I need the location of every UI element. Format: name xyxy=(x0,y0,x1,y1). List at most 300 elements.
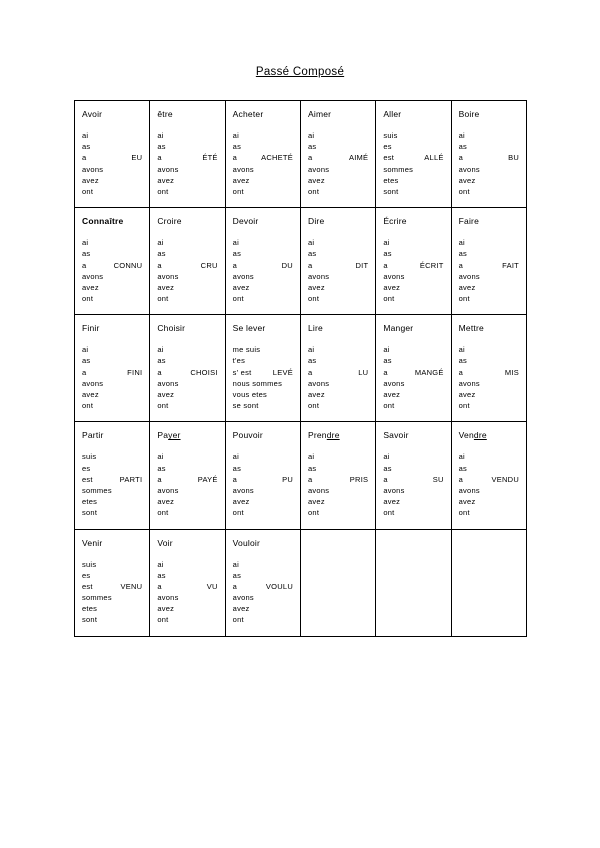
conjugation-row xyxy=(308,400,368,411)
auxiliary-form: ont xyxy=(458,186,470,196)
verb-infinitive: Pouvoir xyxy=(232,430,263,441)
conjugation-row xyxy=(308,389,368,400)
past-participle: ÉTÉ xyxy=(202,153,218,163)
verb-cell xyxy=(225,529,300,636)
conjugation-row xyxy=(459,344,519,355)
conjugation-row xyxy=(308,282,368,293)
auxiliary-form: as xyxy=(383,249,392,259)
conjugation-row xyxy=(157,152,217,163)
conjugation-list xyxy=(233,344,293,411)
verb-cell xyxy=(300,315,375,422)
conjugation-row xyxy=(308,260,368,271)
table-row xyxy=(75,101,527,208)
verb-cell xyxy=(75,208,150,315)
auxiliary-form: avez xyxy=(307,282,325,292)
verb-cell xyxy=(150,529,225,636)
conjugation-row xyxy=(383,282,443,293)
conjugation-row xyxy=(82,237,142,248)
conjugation-row xyxy=(233,603,293,614)
conjugation-row xyxy=(308,130,368,141)
auxiliary-form: est xyxy=(82,581,93,591)
conjugation-row xyxy=(383,507,443,518)
verb-infinitive: Acheter xyxy=(232,109,264,119)
conjugation-row xyxy=(157,496,217,507)
auxiliary-form: ont xyxy=(232,615,244,625)
verb-infinitive: Finir xyxy=(82,323,100,334)
auxiliary-form: as xyxy=(157,570,166,580)
conjugation-row xyxy=(82,186,142,197)
conjugation-row xyxy=(82,507,142,518)
auxiliary-form: me suis xyxy=(232,345,261,355)
verb-cell xyxy=(150,422,225,529)
conjugation-row xyxy=(459,463,519,474)
auxiliary-form: ai xyxy=(82,131,89,140)
conjugation-row xyxy=(308,355,368,366)
auxiliary-form: a xyxy=(307,260,313,270)
conjugation-row xyxy=(157,592,217,603)
auxiliary-form: avez xyxy=(82,175,99,185)
conjugation-row xyxy=(157,570,217,581)
conjugation-row xyxy=(383,400,443,411)
conjugation-row xyxy=(157,367,217,378)
past-participle: DIT xyxy=(355,260,369,270)
verb-cell xyxy=(225,315,300,422)
auxiliary-form: ont xyxy=(307,508,320,518)
auxiliary-form: avons xyxy=(82,271,104,281)
auxiliary-form: vous etes xyxy=(232,390,268,399)
auxiliary-form: ai xyxy=(157,131,164,140)
auxiliary-form: ont xyxy=(157,615,169,625)
past-participle: MIS xyxy=(504,367,519,377)
conjugation-row xyxy=(157,474,217,485)
verb-infinitive: Dire xyxy=(307,216,325,227)
conjugation-row xyxy=(233,474,293,485)
conjugation-row xyxy=(157,603,217,614)
auxiliary-form: as xyxy=(232,142,242,152)
auxiliary-form: avez xyxy=(232,282,250,292)
auxiliary-form: suis xyxy=(82,452,97,462)
auxiliary-form: ont xyxy=(82,401,94,411)
verb-infinitive: Payer xyxy=(157,430,181,441)
conjugation-row xyxy=(82,581,142,592)
conjugation-row xyxy=(459,186,519,197)
auxiliary-form: sommes xyxy=(383,164,414,174)
conjugation-row xyxy=(157,164,217,175)
auxiliary-form: ai xyxy=(232,131,239,140)
conjugation-list xyxy=(82,559,142,626)
conjugation-row xyxy=(233,507,293,518)
auxiliary-form: suis xyxy=(383,131,398,140)
conjugation-row xyxy=(157,293,217,304)
conjugation-row xyxy=(383,175,443,186)
auxiliary-form: sommes xyxy=(82,593,112,603)
verb-cell xyxy=(225,422,300,529)
auxiliary-form: etes xyxy=(383,175,399,185)
conjugation-row xyxy=(233,271,293,282)
auxiliary-form: ont xyxy=(383,508,395,518)
past-participle: DU xyxy=(281,260,293,270)
auxiliary-form: ai xyxy=(458,452,465,462)
conjugation-list xyxy=(308,344,368,411)
verb-infinitive: Se lever xyxy=(232,323,266,334)
verb-cell xyxy=(376,101,451,208)
conjugation-row xyxy=(459,378,519,389)
page-title: Passé Composé xyxy=(255,66,345,78)
auxiliary-form: ont xyxy=(383,401,395,411)
conjugation-list xyxy=(82,451,142,518)
conjugation-row xyxy=(459,282,519,293)
conjugation-list xyxy=(233,237,293,304)
verb-infinitive: Partir xyxy=(82,430,104,441)
conjugation-row xyxy=(233,186,293,197)
past-participle: ALLÉ xyxy=(424,153,444,163)
conjugation-row xyxy=(157,186,217,197)
verb-cell xyxy=(150,101,225,208)
conjugation-list xyxy=(82,237,142,304)
conjugation-row xyxy=(157,237,217,248)
conjugation-row xyxy=(308,293,368,304)
conjugation-list xyxy=(157,451,217,518)
conjugation-row xyxy=(233,367,293,378)
verb-cell xyxy=(75,529,150,636)
auxiliary-form: ai xyxy=(157,559,164,569)
auxiliary-form: avons xyxy=(157,271,179,281)
past-participle: AIMÉ xyxy=(348,153,369,163)
conjugation-row xyxy=(383,463,443,474)
verb-cell xyxy=(225,101,300,208)
auxiliary-form: a xyxy=(383,474,388,484)
conjugation-row xyxy=(459,164,519,175)
conjugation-list xyxy=(308,237,368,304)
past-participle: BU xyxy=(508,153,519,163)
auxiliary-form: avons xyxy=(458,271,480,281)
conjugation-row xyxy=(157,400,217,411)
auxiliary-form: as xyxy=(458,142,468,152)
verb-cell xyxy=(150,315,225,422)
auxiliary-form: avons xyxy=(458,485,480,495)
conjugation-row xyxy=(233,389,293,400)
past-participle: ACHETÉ xyxy=(261,153,293,163)
auxiliary-form: a xyxy=(232,474,238,484)
conjugation-row xyxy=(82,463,142,474)
empty-cell xyxy=(451,529,526,636)
conjugation-row xyxy=(82,389,142,400)
verb-infinitive: Connaître xyxy=(82,216,124,227)
verb-cell xyxy=(451,422,526,529)
conjugation-row xyxy=(157,141,217,152)
auxiliary-form: ont xyxy=(82,186,94,196)
past-participle: PRIS xyxy=(349,474,369,484)
auxiliary-form: ont xyxy=(232,294,244,304)
auxiliary-form: es xyxy=(82,463,91,473)
past-participle: CHOISI xyxy=(190,367,218,377)
auxiliary-form: ont xyxy=(157,401,169,411)
auxiliary-form: avez xyxy=(82,390,99,399)
conjugation-table xyxy=(74,100,527,637)
auxiliary-form: ai xyxy=(307,345,315,355)
auxiliary-form: as xyxy=(232,570,242,580)
auxiliary-form: as xyxy=(157,142,166,152)
auxiliary-form: a xyxy=(82,367,87,377)
auxiliary-form: ont xyxy=(157,294,169,304)
conjugation-list xyxy=(233,130,293,197)
auxiliary-form: ai xyxy=(383,238,390,248)
auxiliary-form: avons xyxy=(383,378,405,388)
verb-infinitive: Écrire xyxy=(383,216,407,227)
verb-infinitive: Manger xyxy=(383,323,414,334)
conjugation-row xyxy=(308,248,368,259)
conjugation-row xyxy=(459,355,519,366)
conjugation-row xyxy=(459,400,519,411)
auxiliary-form: ai xyxy=(232,452,239,462)
conjugation-row xyxy=(308,496,368,507)
verb-infinitive: Mettre xyxy=(458,323,484,334)
conjugation-row xyxy=(82,175,142,186)
conjugation-row xyxy=(157,260,217,271)
auxiliary-form: avons xyxy=(157,164,179,174)
auxiliary-form: avez xyxy=(458,390,476,399)
auxiliary-form: as xyxy=(82,142,91,152)
auxiliary-form: a xyxy=(383,260,388,270)
auxiliary-form: ai xyxy=(157,345,164,355)
auxiliary-form: es xyxy=(82,570,91,580)
conjugation-row xyxy=(157,463,217,474)
conjugation-row xyxy=(308,175,368,186)
auxiliary-form: suis xyxy=(82,559,97,569)
conjugation-row xyxy=(233,164,293,175)
auxiliary-form: as xyxy=(307,249,317,259)
table-row xyxy=(75,208,527,315)
verb-infinitive: Vendre xyxy=(458,430,487,441)
conjugation-row xyxy=(233,293,293,304)
conjugation-row xyxy=(233,581,293,592)
auxiliary-form: ai xyxy=(458,345,465,355)
auxiliary-form: avons xyxy=(307,485,330,495)
conjugation-row xyxy=(383,152,443,163)
conjugation-list xyxy=(157,559,217,626)
conjugation-row xyxy=(459,237,519,248)
conjugation-row xyxy=(82,474,142,485)
auxiliary-form: ont xyxy=(458,401,470,411)
conjugation-row xyxy=(233,559,293,570)
auxiliary-form: avez xyxy=(383,497,401,507)
auxiliary-form: t'es xyxy=(232,356,246,366)
verb-infinitive: Avoir xyxy=(82,109,103,119)
conjugation-row xyxy=(233,175,293,186)
conjugation-row xyxy=(82,293,142,304)
verb-infinitive: Devoir xyxy=(232,216,259,227)
verb-cell xyxy=(75,315,150,422)
conjugation-row xyxy=(383,248,443,259)
auxiliary-form: ont xyxy=(458,294,470,304)
auxiliary-form: es xyxy=(383,142,392,152)
auxiliary-form: a xyxy=(232,260,238,270)
conjugation-row xyxy=(233,282,293,293)
auxiliary-form: avez xyxy=(232,175,250,185)
auxiliary-form: est xyxy=(82,474,93,484)
auxiliary-form: ai xyxy=(157,452,164,462)
conjugation-row xyxy=(459,260,519,271)
conjugation-row xyxy=(308,186,368,197)
conjugation-list xyxy=(233,559,293,626)
conjugation-row xyxy=(308,485,368,496)
auxiliary-form: avez xyxy=(157,390,175,399)
auxiliary-form: avons xyxy=(232,593,254,603)
auxiliary-form: nous sommes xyxy=(232,378,283,388)
conjugation-row xyxy=(157,271,217,282)
past-participle: PARTI xyxy=(119,474,143,484)
auxiliary-form: avez xyxy=(157,604,175,614)
conjugation-list xyxy=(157,237,217,304)
auxiliary-form: ont xyxy=(307,401,320,411)
conjugation-list xyxy=(82,344,142,411)
conjugation-row xyxy=(459,130,519,141)
conjugation-row xyxy=(157,378,217,389)
conjugation-row xyxy=(157,507,217,518)
auxiliary-form: avons xyxy=(307,378,330,388)
conjugation-row xyxy=(157,485,217,496)
conjugation-row xyxy=(308,463,368,474)
auxiliary-form: ont xyxy=(232,186,244,196)
conjugation-row xyxy=(157,389,217,400)
conjugation-row xyxy=(383,164,443,175)
conjugation-row xyxy=(383,355,443,366)
conjugation-row xyxy=(459,175,519,186)
conjugation-row xyxy=(233,614,293,625)
auxiliary-form: ont xyxy=(157,508,169,518)
auxiliary-form: ai xyxy=(458,238,465,248)
auxiliary-form: avons xyxy=(232,485,254,495)
verb-infinitive: être xyxy=(157,109,173,119)
auxiliary-form: ai xyxy=(232,238,239,248)
auxiliary-form: avez xyxy=(458,282,476,292)
table-body xyxy=(75,101,527,637)
auxiliary-form: ai xyxy=(232,559,239,569)
conjugation-row xyxy=(82,570,142,581)
auxiliary-form: etes xyxy=(82,604,98,614)
auxiliary-form: avez xyxy=(157,497,175,507)
verb-cell xyxy=(150,208,225,315)
conjugation-list xyxy=(459,237,519,304)
conjugation-row xyxy=(233,344,293,355)
conjugation-row xyxy=(383,130,443,141)
auxiliary-form: sont xyxy=(82,508,98,518)
auxiliary-form: avez xyxy=(232,497,250,507)
auxiliary-form: a xyxy=(307,367,313,377)
past-participle: SU xyxy=(432,474,444,484)
auxiliary-form: ai xyxy=(307,452,315,462)
auxiliary-form: sont xyxy=(383,186,399,196)
conjugation-row xyxy=(383,378,443,389)
auxiliary-form: as xyxy=(307,356,317,366)
auxiliary-form: ont xyxy=(157,186,169,196)
auxiliary-form: ai xyxy=(82,345,89,355)
verb-cell xyxy=(225,208,300,315)
verb-cell xyxy=(300,101,375,208)
verb-cell xyxy=(300,422,375,529)
auxiliary-form: ai xyxy=(82,238,89,248)
conjugation-row xyxy=(383,344,443,355)
conjugation-row xyxy=(233,152,293,163)
conjugation-row xyxy=(308,367,368,378)
conjugation-row xyxy=(233,496,293,507)
conjugation-row xyxy=(383,496,443,507)
conjugation-row xyxy=(459,271,519,282)
conjugation-row xyxy=(308,507,368,518)
conjugation-row xyxy=(157,559,217,570)
auxiliary-form: avez xyxy=(307,497,325,507)
auxiliary-form: a xyxy=(157,260,162,270)
auxiliary-form: a xyxy=(232,581,238,591)
auxiliary-form: avez xyxy=(383,390,401,399)
conjugation-row xyxy=(383,293,443,304)
auxiliary-form: sommes xyxy=(82,485,112,495)
past-participle: VU xyxy=(206,581,218,591)
auxiliary-form: avons xyxy=(383,485,405,495)
auxiliary-form: as xyxy=(458,249,468,259)
auxiliary-form: avez xyxy=(307,175,325,185)
verb-infinitive: Vouloir xyxy=(232,537,261,548)
conjugation-row xyxy=(233,463,293,474)
conjugation-row xyxy=(308,378,368,389)
past-participle: CRU xyxy=(200,260,218,270)
conjugation-row xyxy=(82,603,142,614)
conjugation-row xyxy=(157,581,217,592)
conjugation-row xyxy=(383,367,443,378)
conjugation-list xyxy=(383,130,443,197)
auxiliary-form: ai xyxy=(307,131,315,140)
conjugation-row xyxy=(383,141,443,152)
auxiliary-form: as xyxy=(383,356,392,366)
verb-infinitive: Voir xyxy=(157,537,173,548)
verb-infinitive: Faire xyxy=(458,216,480,227)
conjugation-row xyxy=(82,614,142,625)
auxiliary-form: as xyxy=(82,356,91,366)
auxiliary-form: s' est xyxy=(232,367,252,377)
conjugation-row xyxy=(157,344,217,355)
auxiliary-form: ont xyxy=(307,186,320,196)
auxiliary-form: avez xyxy=(232,604,250,614)
verb-cell xyxy=(376,315,451,422)
auxiliary-form: avons xyxy=(307,164,330,174)
auxiliary-form: a xyxy=(157,367,162,377)
conjugation-list xyxy=(233,451,293,518)
conjugation-row xyxy=(233,451,293,462)
verb-infinitive: Savoir xyxy=(383,430,409,441)
auxiliary-form: avons xyxy=(383,271,405,281)
past-participle: VENU xyxy=(120,581,143,591)
auxiliary-form: a xyxy=(157,153,162,163)
auxiliary-form: ont xyxy=(458,508,470,518)
auxiliary-form: avons xyxy=(232,271,254,281)
conjugation-list xyxy=(157,130,217,197)
verb-cell xyxy=(451,101,526,208)
verb-infinitive: Prendre xyxy=(307,430,340,441)
past-participle: VENDU xyxy=(491,474,519,484)
auxiliary-form: a xyxy=(157,474,162,484)
conjugation-list xyxy=(459,451,519,518)
verb-cell xyxy=(376,208,451,315)
auxiliary-form: avez xyxy=(307,390,325,399)
past-participle: CONNU xyxy=(113,260,143,270)
conjugation-row xyxy=(459,152,519,163)
conjugation-row xyxy=(82,451,142,462)
auxiliary-form: as xyxy=(157,356,166,366)
conjugation-row xyxy=(233,141,293,152)
auxiliary-form: ai xyxy=(157,238,164,248)
auxiliary-form: avez xyxy=(458,497,476,507)
conjugation-list xyxy=(459,130,519,197)
